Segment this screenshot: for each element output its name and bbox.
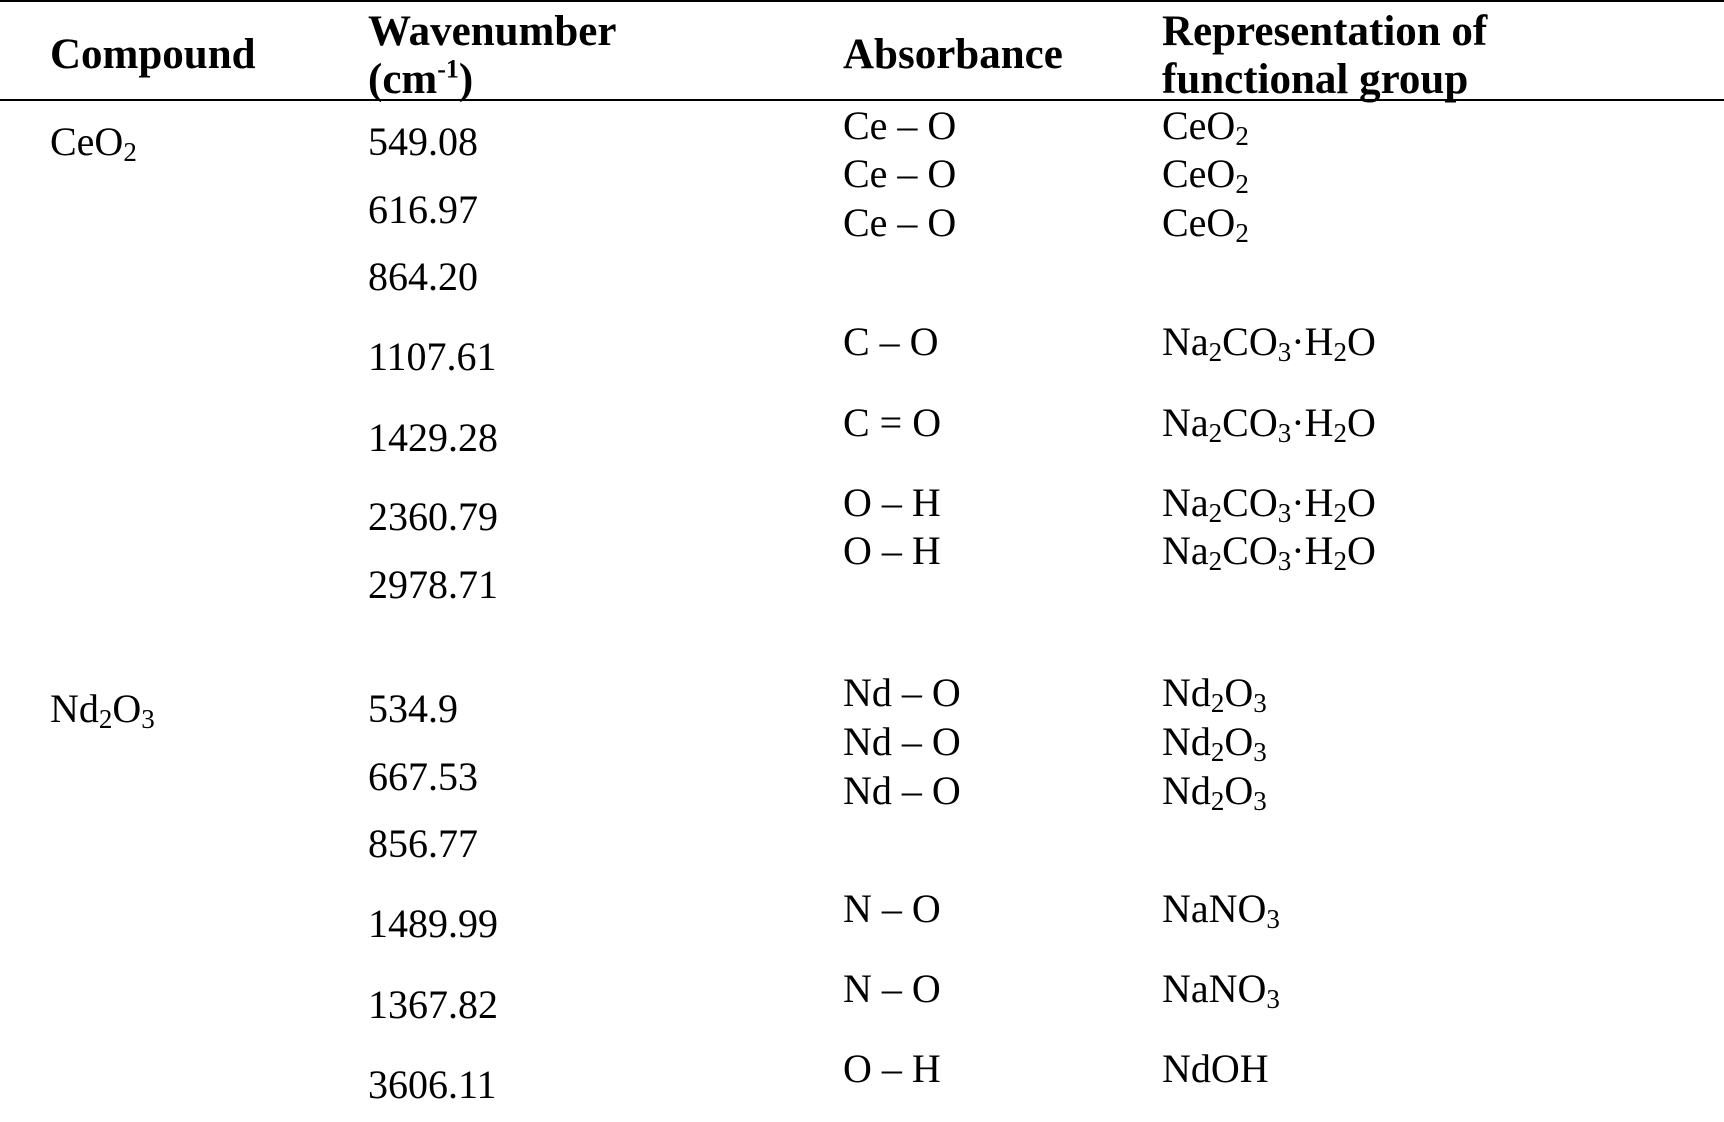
wavenumber-cell: 549.08	[368, 119, 478, 164]
formula-text: CeO	[1162, 151, 1236, 196]
header-wavenumber	[368, 8, 616, 104]
wavenumber-cell: 864.20	[368, 254, 478, 299]
wavenumber-cell: 1367.82	[368, 982, 498, 1027]
absorbance-cell: O – H	[843, 480, 941, 525]
formula-subscript: 2	[1208, 498, 1223, 528]
absorbance-cell: C = O	[843, 400, 942, 445]
formula-subscript: 2	[1208, 546, 1223, 576]
wavenumber-cell: 1489.99	[368, 901, 498, 946]
compound-cell	[50, 119, 137, 167]
formula-subscript: 2	[1235, 218, 1249, 248]
wavenumber-cell: 2360.79	[368, 494, 498, 539]
header-compound	[50, 33, 256, 76]
representation-cell	[1162, 528, 1376, 576]
formula-subscript: 2	[1210, 786, 1225, 816]
representation-cell	[1162, 1046, 1269, 1091]
compound-tail: O	[112, 686, 142, 731]
formula-text: ·H	[1291, 480, 1334, 525]
header-representation-line1: Representation of	[1162, 8, 1488, 55]
representation-cell	[1162, 480, 1376, 528]
formula-text: CO	[1222, 319, 1278, 364]
representation-cell	[1162, 400, 1376, 448]
formula-subscript: 2	[1208, 418, 1223, 448]
header-representation-line2: functional group	[1162, 56, 1469, 103]
formula-subscript: 2	[1333, 418, 1347, 448]
representation-cell	[1162, 103, 1249, 151]
wavenumber-cell: 2978.71	[368, 562, 498, 607]
header-wavenumber-line2	[368, 56, 616, 104]
formula-subscript: 3	[1253, 786, 1267, 816]
formula-text: Na	[1162, 400, 1209, 445]
absorbance-cell: Nd – O	[843, 768, 961, 813]
wavenumber-cell: 1107.61	[368, 334, 497, 379]
formula-text: ·H	[1291, 528, 1334, 573]
header-absorbance-label: Absorbance	[843, 31, 1063, 78]
compound-subscript: 2	[123, 137, 137, 167]
header-representation	[1162, 8, 1487, 104]
absorbance-cell: Ce – O	[843, 103, 957, 148]
formula-text: ·H	[1291, 400, 1334, 445]
formula-subscript: 2	[1208, 337, 1223, 367]
formula-subscript: 2	[1235, 169, 1249, 199]
formula-subscript: 2	[1333, 546, 1347, 576]
header-wavenumber-close: )	[458, 56, 474, 103]
formula-subscript: 3	[1277, 546, 1292, 576]
formula-text: O	[1346, 319, 1376, 364]
formula-text: O	[1224, 719, 1254, 764]
formula-text: CO	[1222, 480, 1278, 525]
formula-text: ·H	[1291, 319, 1334, 364]
formula-subscript: 2	[1210, 688, 1225, 718]
header-wavenumber-sup: -1	[437, 54, 459, 84]
absorbance-cell: Ce – O	[843, 200, 957, 245]
formula-text: Nd	[1162, 719, 1211, 764]
formula-text: O	[1346, 528, 1376, 573]
wavenumber-cell: 1429.28	[368, 415, 498, 460]
absorbance-cell: N – O	[843, 886, 941, 931]
compound-subscript: 3	[141, 704, 155, 734]
header-compound-label: Compound	[50, 31, 256, 78]
wavenumber-cell: 3606.11	[368, 1062, 497, 1107]
formula-text: CO	[1222, 400, 1278, 445]
formula-subscript: 3	[1277, 498, 1292, 528]
formula-subscript: 3	[1266, 904, 1280, 934]
formula-subscript: 3	[1277, 418, 1292, 448]
formula-text: Na	[1162, 319, 1209, 364]
representation-cell	[1162, 719, 1267, 767]
compound-subscript: 2	[98, 704, 113, 734]
header-absorbance	[843, 33, 1063, 76]
wavenumber-cell: 856.77	[368, 821, 478, 866]
compound-base: Nd	[50, 686, 99, 731]
representation-cell	[1162, 768, 1267, 816]
wavenumber-cell: 534.9	[368, 686, 458, 731]
formula-text: NaNO	[1162, 886, 1267, 931]
formula-subscript: 3	[1253, 737, 1267, 767]
formula-text: Na	[1162, 480, 1209, 525]
formula-text: O	[1224, 768, 1254, 813]
formula-text: O	[1224, 670, 1254, 715]
formula-text: CeO	[1162, 103, 1236, 148]
formula-subscript: 2	[1333, 337, 1347, 367]
table-top-rule	[0, 0, 1724, 2]
formula-text: Nd	[1162, 670, 1211, 715]
formula-text: Na	[1162, 528, 1209, 573]
header-wavenumber-unit: (cm	[368, 56, 438, 103]
absorbance-cell: C – O	[843, 319, 939, 364]
wavenumber-cell: 667.53	[368, 754, 478, 799]
formula-subscript: 2	[1333, 498, 1347, 528]
compound-base: CeO	[50, 119, 124, 164]
formula-subscript: 3	[1277, 337, 1292, 367]
formula-text: CO	[1222, 528, 1278, 573]
formula-text: NdOH	[1162, 1046, 1269, 1091]
formula-subscript: 2	[1210, 737, 1225, 767]
absorbance-cell: Ce – O	[843, 151, 957, 196]
absorbance-cell: Nd – O	[843, 719, 961, 764]
formula-text: O	[1346, 400, 1376, 445]
representation-cell	[1162, 886, 1280, 934]
absorbance-cell: Nd – O	[843, 670, 961, 715]
representation-cell	[1162, 966, 1280, 1014]
header-wavenumber-line1: Wavenumber	[368, 8, 617, 55]
formula-text: O	[1346, 480, 1376, 525]
formula-text: CeO	[1162, 200, 1236, 245]
representation-cell	[1162, 151, 1249, 199]
formula-text: NaNO	[1162, 966, 1267, 1011]
compound-cell	[50, 686, 155, 734]
formula-subscript: 2	[1235, 121, 1249, 151]
representation-cell	[1162, 200, 1249, 248]
representation-cell	[1162, 670, 1267, 718]
absorbance-cell: N – O	[843, 966, 941, 1011]
representation-cell	[1162, 319, 1376, 367]
wavenumber-cell: 616.97	[368, 187, 478, 232]
formula-subscript: 3	[1266, 984, 1280, 1014]
formula-text: Nd	[1162, 768, 1211, 813]
absorbance-cell: O – H	[843, 528, 941, 573]
absorbance-cell: O – H	[843, 1046, 941, 1091]
formula-subscript: 3	[1253, 688, 1267, 718]
header-bottom-rule	[0, 99, 1724, 101]
